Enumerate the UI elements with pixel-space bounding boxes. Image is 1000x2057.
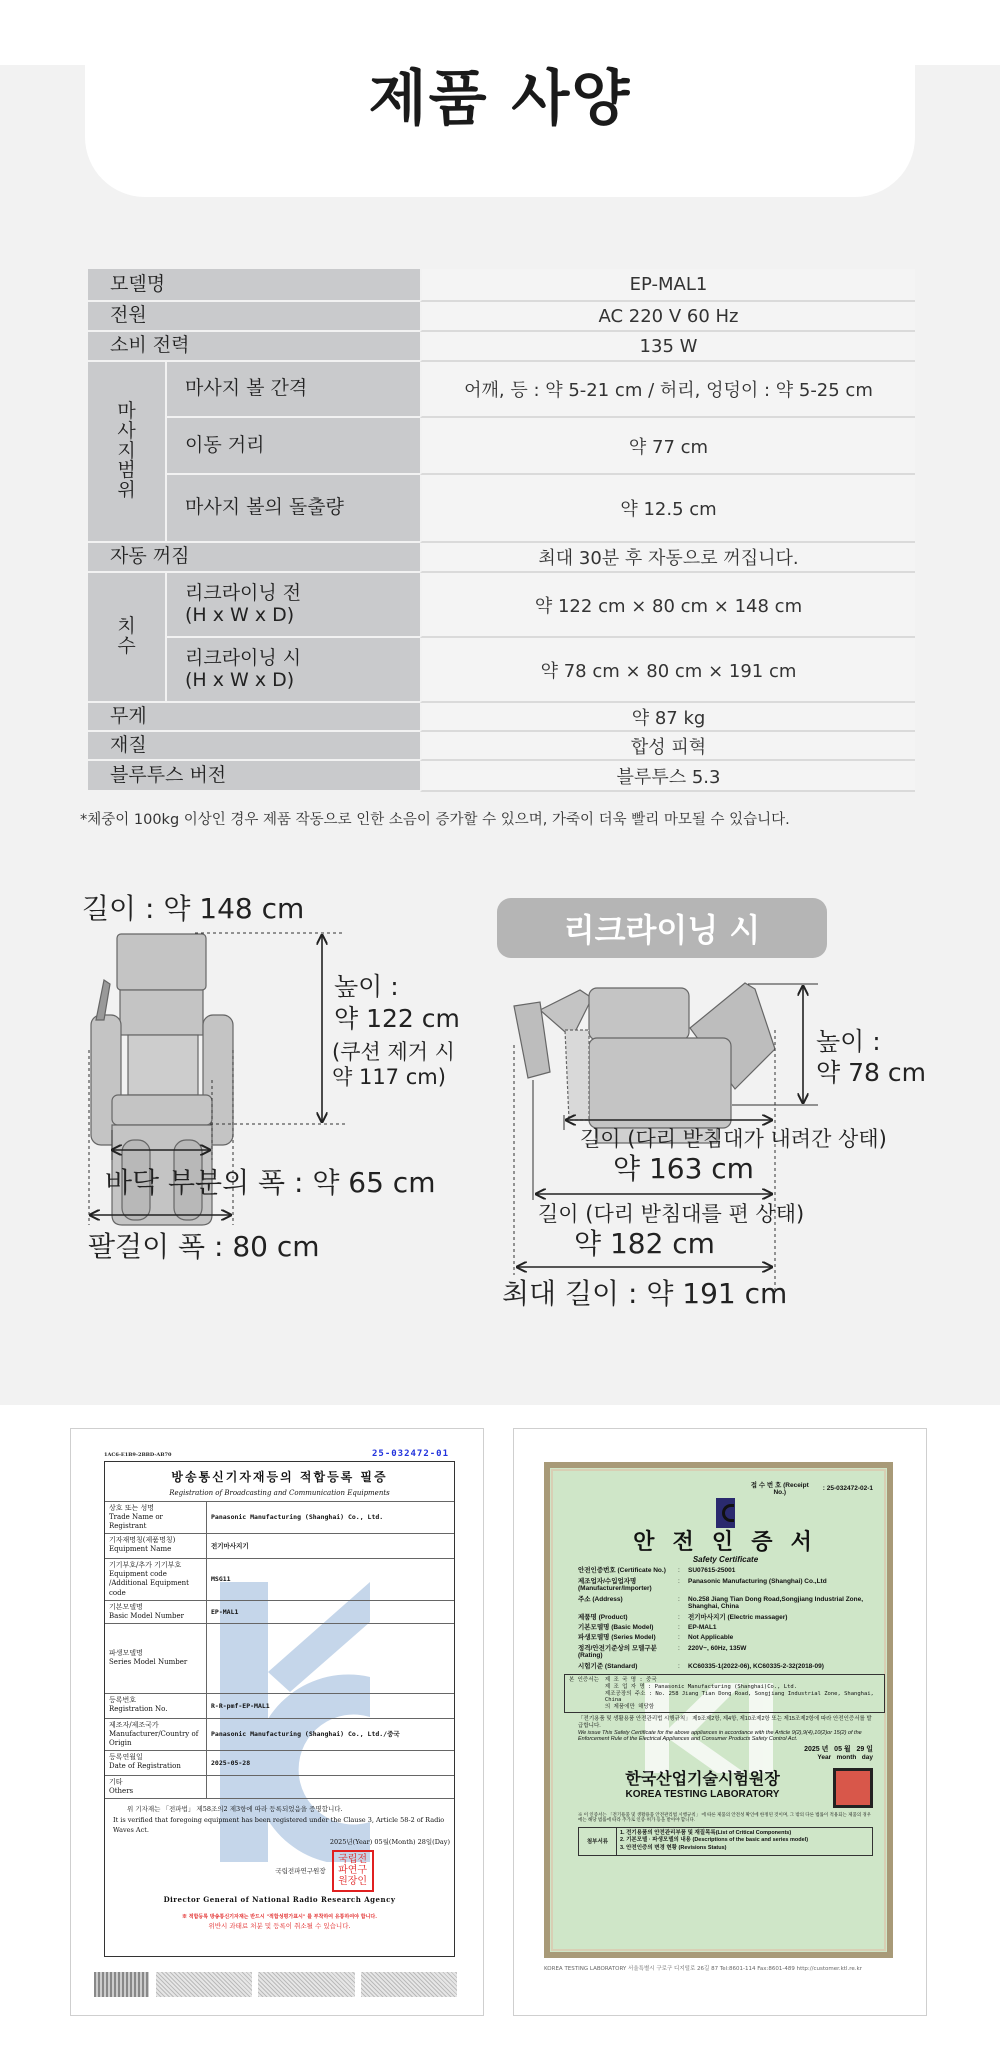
kc-row-value	[207, 1624, 454, 1693]
kc-row	[105, 1600, 454, 1623]
kc-seal	[332, 1850, 374, 1892]
kc-barcode	[94, 1972, 149, 1997]
ktl-row-value: No.258 Jiang Tian Dong Road,Songjiang Industrial Zone, Shanghai, China	[688, 1595, 864, 1611]
ktl-row-key: 정격/안전기준상의 모델구분 (Rating)	[578, 1644, 657, 1660]
ktl-row-value: KC60335-1(2022-06), KC60335-2-32(2018-09)	[688, 1662, 824, 1670]
spec-group-massage-range	[88, 362, 165, 543]
key-en: Trade Name or Registrant	[109, 1513, 163, 1531]
kc-row-value: MSG11	[211, 1575, 231, 1584]
front-cushion-line2: 약 117 cm)	[332, 1065, 446, 1089]
spec-label: 소비 전력	[88, 332, 420, 362]
spec-value: 어깨, 등 : 약 5-21 cm / 허리, 엉덩이 : 약 5-25 cm	[420, 362, 915, 418]
key-en: Series Model Number	[109, 1658, 188, 1667]
group-label: 치수	[117, 615, 136, 657]
kc-issuer-ko: 국립전파연구원장	[275, 1866, 326, 1875]
label-line: (H x W x D)	[185, 603, 295, 626]
label-line: 리크라이닝 전	[185, 581, 302, 604]
kc-row-key	[105, 1694, 207, 1718]
ktl-row: 안전인증번호 (Certificate No.) : SU07615-25001	[578, 1567, 873, 1574]
key-ko: 등록번호	[109, 1695, 137, 1704]
front-cushion-line1: (쿠션 제거 시	[332, 1040, 455, 1064]
ktl-issuer-en: KOREA TESTING LABORATORY	[625, 1789, 780, 1801]
kc-security-strip	[258, 1972, 355, 1997]
kc-row-value: Panasonic Manufacturing (Shanghai) Co., Ltd./중국	[211, 1730, 400, 1739]
kc-date: 2025년(Year) 05월(Month) 28일(Day)	[329, 1838, 450, 1847]
key-ko: 제조자/제조국가	[109, 1720, 159, 1729]
key-en: Basic Model Number	[109, 1611, 185, 1620]
front-length: 길이 : 약 148 cm	[82, 892, 305, 925]
ktl-attach-label: 첨부서류	[579, 1828, 617, 1855]
kc-row-key	[105, 1601, 207, 1623]
kc-row-key	[105, 1776, 207, 1798]
ktl-document	[544, 1462, 893, 1958]
ktl-seal	[833, 1768, 873, 1808]
seal-text: 국립전파연구원장인	[338, 1854, 368, 1888]
ktl-box-lines	[605, 1677, 880, 1710]
recline-length2-label: 길이 (다리 받침대를 편 상태)	[538, 1202, 805, 1226]
kc-warning-1: ※ 적합등록 방송통신기자재는 반드시 "적합성평가표시" 를 부착하여 유통하여야 합니다.	[182, 1914, 377, 1921]
spec-label: 전원	[88, 302, 420, 332]
kc-row-value: EP-MAL1	[211, 1607, 239, 1616]
ktl-row-value: 전기마사지기 (Electric massager)	[688, 1613, 788, 1621]
kc-row-value: R-R-pmf-EP-MAL1	[211, 1701, 270, 1710]
kc-mark-icon	[716, 1498, 735, 1528]
key-en: Manufacturer/Country of Origin	[109, 1729, 199, 1748]
ktl-attachments	[617, 1828, 811, 1855]
ktl-box-line: 제 조 국 명 : 중국	[604, 1677, 657, 1684]
key-ko: 기기부호/추가 기기부호	[109, 1561, 182, 1570]
kc-row	[105, 1750, 454, 1775]
ktl-statement-ko: 「전기용품 및 생활용품 안전관리법 시행규칙」 제9조제2항, 제4항, 제10조제2항 또는 제15조제2항에 따라 안전인증서를 발급합니다.	[578, 1716, 872, 1729]
spec-label	[165, 573, 420, 638]
kc-rows	[105, 1501, 454, 1798]
ktl-row-key: 파생모델명 (Series Model)	[578, 1634, 656, 1642]
ktl-box-line: 의 제품에만 해당함	[604, 1703, 655, 1710]
key-ko: 상호 또는 성명	[109, 1504, 155, 1512]
front-arm-width: 팔걸이 폭 : 80 cm	[88, 1230, 320, 1263]
ktl-box-line: 제 조 업 자 명 : Panasonic Manufacturing (Shanghai)Co., Ltd.	[604, 1683, 798, 1690]
key-ko: 기본모델명	[109, 1602, 143, 1611]
front-base-width: 바닥 부분의 폭 : 약 65 cm	[105, 1166, 436, 1199]
key-en: Others	[109, 1787, 134, 1796]
ktl-statement-en: We issue This Safety Certificate for the above appliances in accordance with the Article 9(2),9(4),10(2)or 15(2) of the Enforcement Rule of the Electrical Appliances and Consumer Products Safety Control Act.	[578, 1729, 862, 1743]
spec-value: 최대 30분 후 자동으로 꺼집니다.	[420, 543, 915, 573]
ktl-footer: KOREA TESTING LABORATORY 서울특별시 구로구 디지털로 26길 87 Tel:8601-114 Fax:8601-489 http://customer.ktl.re.kr	[544, 1966, 862, 1972]
kc-row	[105, 1623, 454, 1693]
group-label: 마사지범위	[117, 399, 136, 502]
ktl-row-key: 제품명 (Product)	[578, 1613, 628, 1621]
ktl-row: 시험기준 (Standard) : KC60335-1(2022-06), KC60335-2-32(2018-09)	[578, 1663, 873, 1670]
spec-value: 블루투스 5.3	[420, 761, 915, 792]
ktl-attachment: 1. 전기용품의 안전관리부품 및 재질목록(List of Critical Components)	[620, 1829, 792, 1836]
spec-value: 135 W	[420, 332, 915, 362]
ktl-row: 파생모델명 (Series Model) : Not Applicable	[578, 1634, 873, 1641]
recline-height: 약 78 cm	[816, 1058, 926, 1087]
recline-badge: 리크라이닝 시	[497, 898, 827, 958]
key-ko: 등록연월일	[109, 1753, 143, 1762]
key-en: Equipment Name	[109, 1545, 172, 1554]
kc-row-key	[105, 1559, 207, 1599]
kc-security-strip	[361, 1972, 457, 1997]
ktl-box-label: 본 인증서는	[569, 1677, 599, 1684]
kc-row	[105, 1718, 454, 1750]
ktl-row-key: 안전인증번호 (Certificate No.)	[578, 1567, 666, 1575]
recline-length1: 약 163 cm	[613, 1152, 754, 1185]
label-line: 리크라이닝 시	[185, 646, 302, 669]
spec-label: 재질	[88, 732, 420, 761]
key-ko: 파생모델명	[109, 1649, 143, 1658]
kc-doc-code: 1AC6-E1B9-2BBD-AB70	[104, 1452, 172, 1458]
ktl-row: 주소 (Address) : No.258 Jiang Tian Dong Road,Songjiang Industrial Zone, Shanghai, China	[578, 1596, 873, 1611]
spec-value: AC 220 V 60 Hz	[420, 302, 915, 332]
kc-row	[105, 1533, 454, 1558]
recline-height-label: 높이 :	[816, 1027, 881, 1056]
ktl-date-en: Year month day	[817, 1754, 873, 1762]
spec-value: 약 12.5 cm	[420, 475, 915, 543]
kc-issuer-en: Director General of National Radio Research Agency	[163, 1894, 396, 1904]
spec-value: 약 87 kg	[420, 703, 915, 732]
ktl-row-key: 제조업자/수입업자명 (Manufacturer/Importer)	[578, 1577, 652, 1593]
spec-label: 자동 꺼짐	[88, 543, 420, 573]
kc-statement-ko: 위 기자재는 「전파법」 제58조의2 제3항에 따라 등록되었음을 증명합니다.	[127, 1805, 343, 1814]
kc-row	[105, 1558, 454, 1599]
key-en: Equipment code /Additional Equipment code	[109, 1570, 189, 1597]
spec-value: 약 122 cm × 80 cm × 148 cm	[420, 573, 915, 638]
kc-row	[105, 1501, 454, 1533]
kc-row-key	[105, 1534, 207, 1558]
ktl-row-value: Not Applicable	[688, 1634, 734, 1642]
ktl-issuer-ko: 한국산업기술시험원장	[625, 1770, 780, 1788]
ktl-row-value: SU07615-25001	[688, 1567, 736, 1575]
spec-label: 모델명	[88, 269, 420, 302]
ktl-row: 정격/안전기준상의 모델구분 (Rating) : 220V~, 60Hz, 135W	[578, 1645, 873, 1660]
kc-number: 25-032472-01	[372, 1449, 450, 1459]
ktl-row-key: 기본모델명 (Basic Model)	[578, 1624, 654, 1631]
kc-row	[105, 1775, 454, 1798]
kc-security-strip	[156, 1972, 252, 1997]
kc-row-key	[105, 1502, 207, 1533]
kc-row-key	[105, 1624, 207, 1693]
ktl-row: 제품명 (Product) : 전기마사지기 (Electric massager)	[578, 1614, 873, 1621]
ktl-title: 안 전 인 증 서	[633, 1529, 818, 1554]
ktl-row-value: 220V~, 60Hz, 135W	[688, 1644, 747, 1652]
recline-length2: 약 182 cm	[574, 1227, 715, 1260]
spec-label: 마사지 볼 간격	[165, 362, 420, 418]
kc-row-key	[105, 1751, 207, 1775]
ktl-date: 2025 년 05 월 29 일	[804, 1745, 873, 1753]
page-title: 제품 사양	[368, 63, 632, 134]
ktl-row-key: 주소 (Address)	[578, 1595, 623, 1603]
kc-row-value: 전기마사지기	[211, 1542, 249, 1551]
spec-label	[165, 638, 420, 703]
ktl-box-line: 제조공장의 주소 : No. 258 Jiang Tian Dong Road, Songjiang Industrial Zone, Shanghai, China	[604, 1690, 874, 1704]
recline-length1-label: 길이 (다리 받침대가 내려간 상태)	[580, 1127, 887, 1151]
kc-subtitle: Registration of Broadcasting and Communication Equipments	[169, 1489, 390, 1497]
ktl-row-key: 시험기준 (Standard)	[578, 1662, 638, 1670]
kc-warning-2: 위반시 과태료 처분 및 등록이 취소될 수 있습니다.	[208, 1922, 351, 1931]
spec-value: 합성 피혁	[420, 732, 915, 761]
key-en: Registration No.	[109, 1704, 168, 1713]
spec-value: EP-MAL1	[420, 269, 915, 302]
spec-label: 마사지 볼의 돌출량	[165, 475, 420, 543]
ktl-attachment: 2. 기본모델 · 파생모델의 내용 (Descriptions of the basic and series model)	[620, 1837, 809, 1844]
ktl-row-value: Panasonic Manufacturing (Shanghai) Co.,Ltd	[688, 1577, 827, 1585]
kc-statement-en: It is verified that foregoing equipment has been registered under the Clause 3, Article 58-2 of Radio Waves Act.	[113, 1815, 445, 1835]
recline-chair-illustration	[514, 983, 775, 1143]
title-card	[85, 0, 915, 197]
ktl-rows	[578, 1567, 873, 1670]
weight-note: *체중이 100kg 이상인 경우 제품 작동으로 인한 소음이 증가할 수 있으며, 가죽이 더욱 빨리 마모될 수 있습니다.	[80, 812, 790, 828]
front-height-label: 높이 :	[334, 972, 399, 1001]
spec-label: 무게	[88, 703, 420, 732]
kc-row	[105, 1693, 454, 1718]
kc-row-value	[207, 1776, 454, 1798]
ktl-receipt-label: 접 수 번 호 (Receipt No.)	[750, 1482, 809, 1496]
kc-row-value: 2025-05-28	[211, 1758, 251, 1767]
spec-group-dimensions	[88, 573, 165, 703]
kc-row-value: Panasonic Manufacturing (Shanghai) Co., Ltd.	[211, 1513, 384, 1522]
ktl-footnote: ※ 이 인증서는 「전기용품 및 생활용품 안전관리법 시행규칙」 에 따른 제품의 안전성 확인에 한정된 것이며, 그 밖의 다른 법률이 적용되는 제품의 경우에는 해당 법률에 따라 추가로 인증·허가 등을 받아야 합니다.	[578, 1811, 872, 1823]
recline-max-length: 최대 길이 : 약 191 cm	[502, 1277, 788, 1310]
kc-row-key	[105, 1719, 207, 1750]
spec-label: 이동 거리	[165, 418, 420, 475]
key-ko: 기자재명칭(제품명칭)	[109, 1536, 176, 1545]
ktl-attachment: 3. 안전인증의 변경 현황 (Revisions Status)	[620, 1845, 727, 1852]
spec-value: 약 78 cm × 80 cm × 191 cm	[420, 638, 915, 703]
key-ko: 기타	[109, 1778, 123, 1787]
kc-document	[104, 1461, 455, 1957]
front-height: 약 122 cm	[334, 1004, 460, 1033]
spec-value: 약 77 cm	[420, 418, 915, 475]
spec-table	[88, 269, 915, 792]
ktl-row-value: EP-MAL1	[688, 1624, 717, 1631]
ktl-subtitle: Safety Certificate	[692, 1555, 759, 1565]
spec-label: 블루투스 버전	[88, 761, 420, 792]
key-en: Date of Registration	[109, 1762, 181, 1771]
kc-title: 방송통신기자재등의 적합등록 필증	[171, 1470, 388, 1484]
ktl-row: 기본모델명 (Basic Model) : EP-MAL1	[578, 1624, 873, 1631]
ktl-receipt-number: : 25-032472-02-1	[822, 1484, 873, 1492]
label-line: (H x W x D)	[185, 668, 295, 691]
ktl-row: 제조업자/수입업자명 (Manufacturer/Importer) : Panasonic Manufacturing (Shanghai) Co.,Ltd	[578, 1578, 873, 1593]
